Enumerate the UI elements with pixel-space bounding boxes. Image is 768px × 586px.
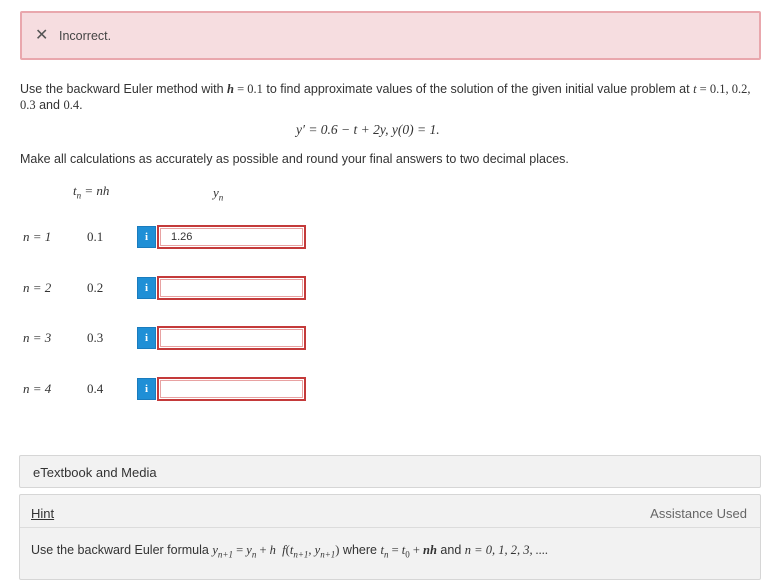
info-icon[interactable]: i [137, 277, 156, 299]
etextbook-media-panel[interactable] [19, 455, 761, 488]
row-t-value-4: 0.4 [87, 381, 104, 396]
ivp-equation: y′ = 0.6 − t + 2y, y(0) = 1. [296, 122, 440, 137]
hint-link[interactable]: Hint [31, 506, 55, 521]
row-label-n4: n = 4 [23, 381, 52, 396]
hint-divider [20, 527, 760, 528]
row-label-n1: n = 1 [23, 229, 52, 244]
answer-input-n4[interactable] [157, 377, 306, 401]
row-label-n2: n = 2 [23, 280, 52, 295]
row-t-value-2: 0.2 [87, 280, 104, 295]
rounding-instruction: Make all calculations as accurately as possible and round your final answers to two decimal places. [20, 152, 569, 166]
question-text: Use the backward Euler method with h = 0.1 to find approximate values of the solution of the given initial value problem at t = 0.1, 0.2, 0.3 and 0.4. [20, 82, 751, 112]
incorrect-alert [20, 11, 761, 60]
hint-panel [19, 494, 761, 580]
info-icon[interactable]: i [137, 226, 156, 248]
info-icon[interactable]: i [137, 327, 156, 349]
alert-message: Incorrect. [59, 29, 112, 43]
column-header-yn: $y_n$ [213, 185, 224, 203]
assistance-used-label: Assistance Used [650, 506, 747, 521]
hint-formula: Use the backward Euler formula $y_{n+1} = y_n + h$ $f(t_{n+1}$, $y_{n+1}$) where $t_n = t_0$ + nh and n = 0, 1, 2, 3, .... [31, 543, 549, 560]
info-icon[interactable]: i [137, 378, 156, 400]
etextbook-label: eTextbook and Media [33, 465, 157, 480]
answer-input-n1[interactable] [157, 225, 306, 249]
row-t-value-1: 0.1 [87, 229, 104, 244]
answer-input-n3[interactable] [157, 326, 306, 350]
row-label-n3: n = 3 [23, 330, 52, 345]
row-t-value-3: 0.3 [87, 330, 104, 345]
answer-input-n2[interactable] [157, 276, 306, 300]
close-x-icon: ✕ [35, 25, 49, 44]
column-header-tn: $t_n$ = nh [73, 183, 110, 201]
